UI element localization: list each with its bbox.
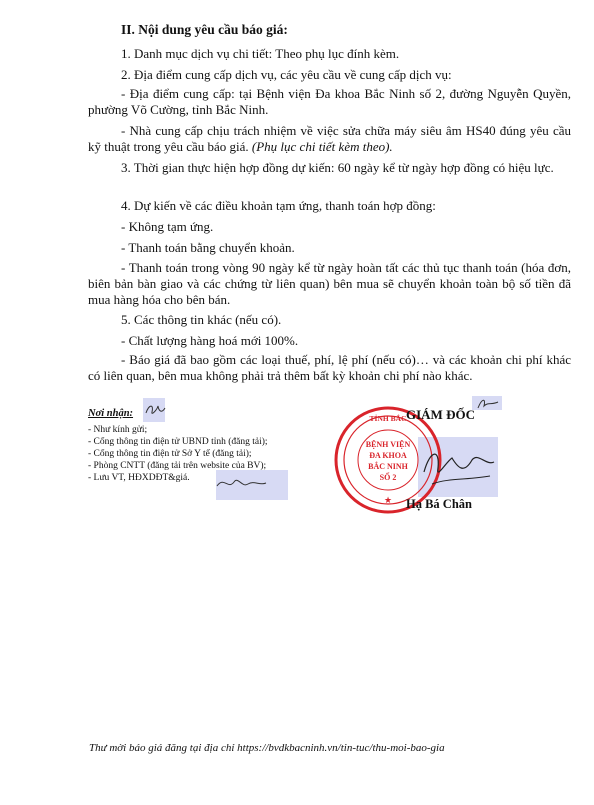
stamp-ring-text: TỈNH BẮC — [369, 414, 407, 423]
footer-note: Thư mời báo giá đăng tại địa chỉ https://bvdkbacninh.vn/tin-tuc/thu-moi-bao-gia — [89, 742, 445, 754]
recipients-block — [88, 408, 268, 484]
item-2: 2. Địa điểm cung cấp dịch vụ, các yêu cầu về cung cấp dịch vụ: — [121, 67, 452, 82]
handwritten-initials — [474, 396, 500, 412]
recipients-heading: Nơi nhận: — [88, 408, 134, 419]
signature-title: GIÁM ĐỐC — [406, 407, 475, 422]
stamp-center-line: BỆNH VIỆN — [365, 440, 411, 449]
item-4: 4. Dự kiến về các điều khoản tạm ứng, thanh toán hợp đồng: — [121, 198, 436, 213]
item-4b: - Thanh toán bằng chuyển khoản. — [121, 240, 295, 255]
recipient-line: - Cổng thông tin điện tử UBND tỉnh (đăng tải); — [88, 437, 268, 447]
stamp-star-icon: ★ — [383, 496, 393, 506]
recipient-line: - Như kính gửi; — [88, 425, 148, 435]
recipient-line: - Lưu VT, HĐXDĐT&giá. — [88, 473, 190, 483]
stamp-center-line: BẮC NINH — [368, 462, 408, 471]
handwritten-signature — [418, 440, 498, 494]
section-title: II. Nội dung yêu cầu báo giá: — [121, 22, 288, 37]
item-4a: - Không tạm ứng. — [121, 219, 214, 234]
item-1: 1. Danh mục dịch vụ chi tiết: Theo phụ lục đính kèm. — [121, 46, 400, 61]
item-2a: - Địa điểm cung cấp: tại Bệnh viện Đa khoa Bắc Ninh số 2, đường Nguyễn Quyền, phường Võ Cường, tỉnh Bắc Ninh. — [88, 86, 571, 117]
item-2b-note: (Phụ lục chi tiết kèm theo). — [251, 139, 393, 154]
item-3: 3. Thời gian thực hiện hợp đồng dự kiến: 60 ngày kể từ ngày hợp đồng có hiệu lực. — [121, 160, 554, 175]
recipient-line: - Phòng CNTT (đăng tải trên website của BV); — [88, 461, 267, 471]
signer-name: Hạ Bá Chân — [406, 497, 472, 511]
stamp-center-line: SỐ 2 — [379, 473, 397, 482]
item-2b — [88, 123, 571, 155]
stamp-center-line: ĐA KHOA — [369, 451, 407, 460]
item-2b-text: - Nhà cung cấp chịu trách nhiệm về việc sửa chữa máy siêu âm HS40 đúng yêu cầu kỹ thuật trong yêu cầu báo giá. — [88, 123, 571, 154]
item-5a: - Chất lượng hàng hoá mới 100%. — [121, 333, 299, 348]
recipient-line: - Cổng thông tin điện tử Sở Y tế (đăng tải); — [88, 449, 252, 459]
item-4c: - Thanh toán trong vòng 90 ngày kể từ ngày hoàn tất các thủ tục thanh toán (hóa đơn, biên bản bàn giao và các chứng từ liên quan) bên mua sẽ chuyển khoản toàn bộ số tiền đã mua hàng hóa cho bên bán. — [88, 260, 571, 307]
item-5: 5. Các thông tin khác (nếu có). — [121, 312, 282, 327]
item-5b: - Báo giá đã bao gồm các loại thuế, phí, lệ phí (nếu có)… và các khoản chi phí khác có liên quan, bên mua không phải trả thêm bất kỳ khoản chi phí nào khác. — [88, 352, 571, 383]
